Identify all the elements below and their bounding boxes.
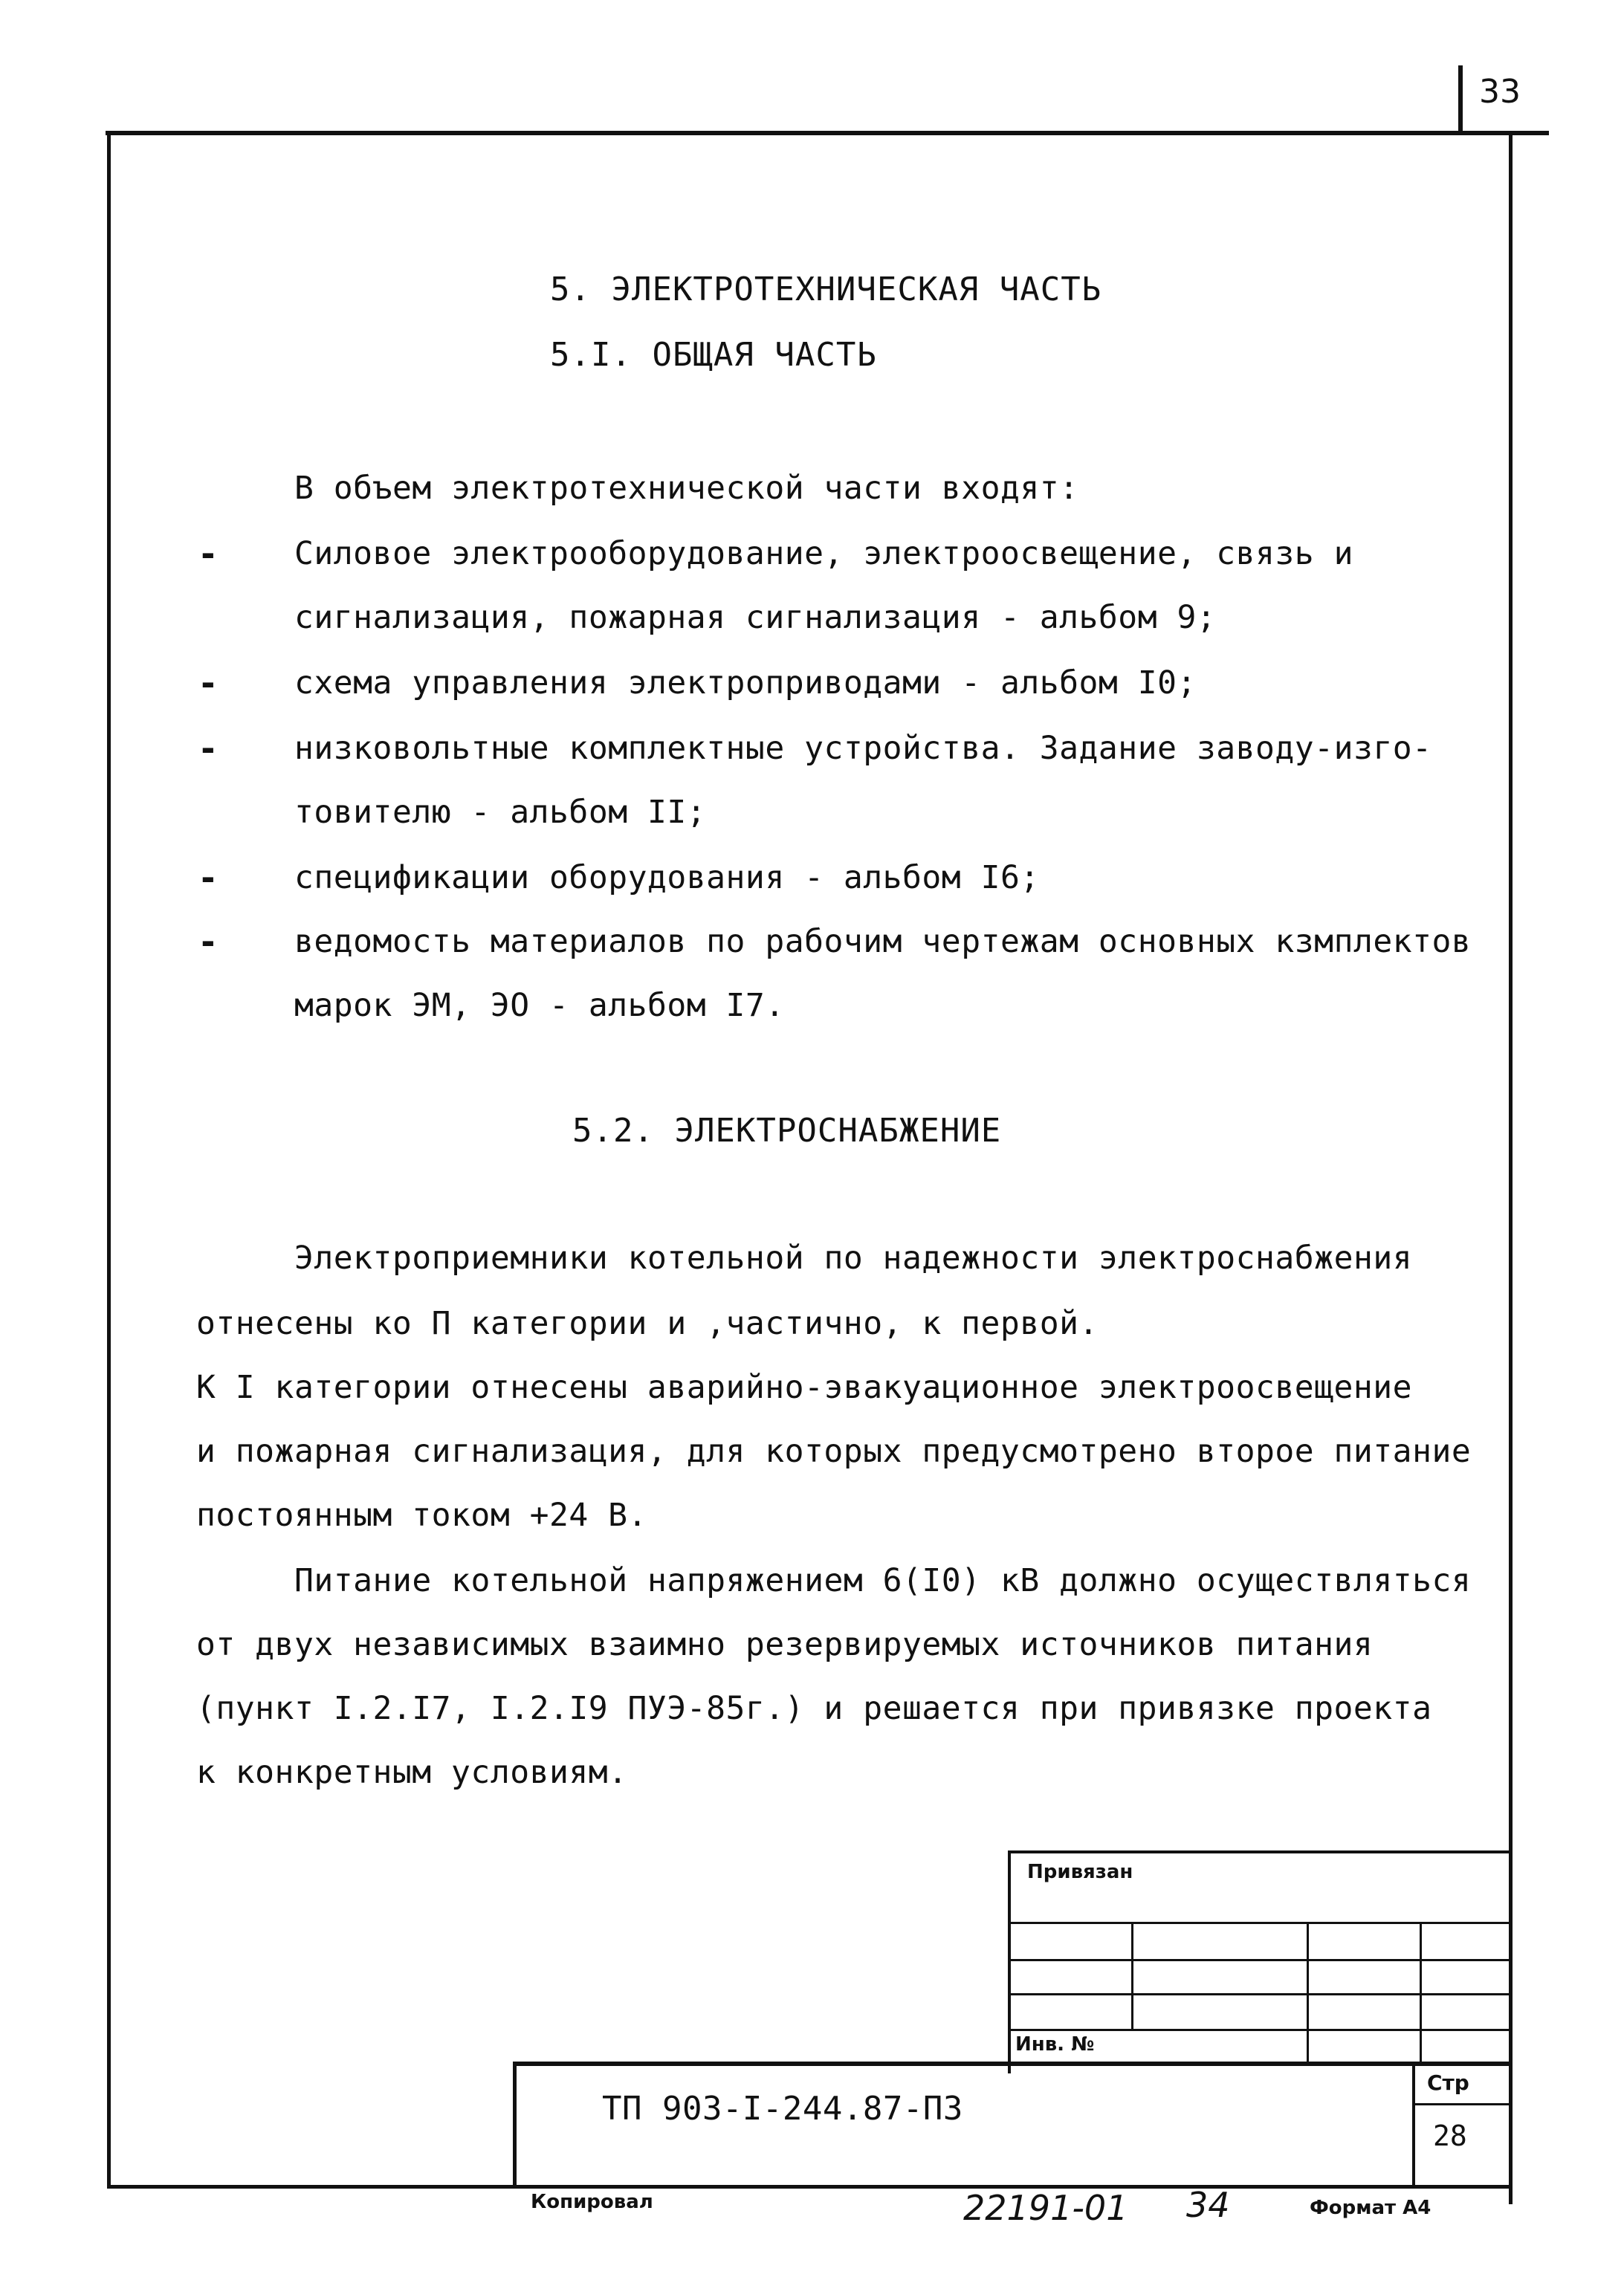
list-item-5-line-1: ведомость материалов по рабочим чертежам основных кзмплектов	[294, 923, 1472, 960]
stamp-grid-row-3	[1008, 1993, 1510, 1995]
list-bullet: -	[198, 858, 219, 898]
list-bullet: -	[198, 534, 219, 574]
order-number: 22191-01	[963, 2188, 1128, 2228]
list-item-5-line-2: марок ЭМ, ЭО - альбом I7.	[294, 987, 785, 1024]
stamp-grid-col-2	[1307, 1922, 1309, 2066]
doc-code: ТП 903-I-244.87-ПЗ	[602, 2090, 963, 2128]
list-item-1-line-2: сигнализация, пожарная сигнализация - альбом 9;	[294, 599, 1217, 636]
stamp-page-value: 28	[1433, 2120, 1467, 2152]
stamp-page-label: Стр	[1427, 2070, 1469, 2095]
copied-label: Копировал	[531, 2191, 653, 2213]
frame-right	[1509, 131, 1513, 2204]
stamp-grid-row-2	[1008, 1959, 1510, 1961]
supply-line-6: Питание котельной напряжением 6(I0) кВ должно осуществляться	[294, 1562, 1472, 1599]
list-item-3-line-2: товителю - альбом II;	[294, 794, 707, 831]
supply-line-5: постоянным током +24 В.	[196, 1497, 647, 1534]
page-number-divider	[1458, 65, 1463, 134]
stamp-main-left	[513, 2062, 517, 2188]
supply-line-4: и пожарная сигнализация, для которых предусмотрено второе питание	[196, 1433, 1472, 1470]
supply-line-7: от двух независимых взаимно резервируемых источников питания	[196, 1626, 1374, 1663]
supply-line-2: отнесены ко П категории и ,частично, к первой.	[196, 1305, 1099, 1342]
stamp-grid-row-1	[1008, 1922, 1510, 1924]
stamp-attached-label: Привязан	[1027, 1861, 1133, 1883]
stamp-page-cell-divider	[1412, 2103, 1512, 2105]
supply-line-1: Электроприемники котельной по надежности электроснабжения	[294, 1240, 1413, 1277]
list-item-3-line-1: низковольтные комплектные устройства. Задание заводу-изго-	[294, 730, 1432, 767]
list-bullet: -	[198, 728, 219, 768]
frame-left	[107, 131, 111, 2188]
intro-text: В объем электротехнической части входят:	[294, 470, 1079, 507]
list-bullet: -	[198, 922, 219, 962]
supply-line-3: К I категории отнесены аварийно-эвакуационное электроосвещение	[196, 1369, 1413, 1406]
stamp-inv-label: Инв. №	[1015, 2033, 1095, 2056]
list-item-2-line-1: схема управления электроприводами - альбом I0;	[294, 664, 1197, 702]
stamp-main-top	[513, 2062, 1513, 2066]
stamp-grid-row-4	[1008, 2029, 1510, 2031]
format-label: Формат А4	[1310, 2197, 1431, 2219]
stamp-grid-col-1	[1131, 1922, 1133, 2030]
stamp-attach-top	[1008, 1850, 1510, 1853]
heading-section-5-1: 5.I. ОБЩАЯ ЧАСТЬ	[550, 336, 877, 374]
supply-line-8: (пункт I.2.I7, I.2.I9 ПУЭ-85г.) и решается при привязке проекта	[196, 1690, 1432, 1727]
stamp-attach-left	[1008, 1850, 1011, 2073]
sheet-number: 34	[1186, 2185, 1230, 2225]
heading-section-5-2: 5.2. ЭЛЕКТРОСНАБЖЕНИЕ	[572, 1112, 1002, 1150]
frame-bottom	[107, 2185, 1513, 2189]
list-bullet: -	[198, 663, 219, 703]
heading-section-5: 5. ЭЛЕКТРОТЕХНИЧЕСКАЯ ЧАСТЬ	[550, 271, 1102, 308]
page-number: 33	[1479, 73, 1521, 111]
supply-line-9: к конкретным условиям.	[196, 1754, 628, 1791]
list-item-1-line-1: Силовое электрооборудование, электроосвещение, связь и	[294, 535, 1353, 572]
frame-top	[106, 131, 1549, 135]
stamp-page-cell-left	[1412, 2062, 1415, 2188]
stamp-grid-col-3	[1420, 1922, 1422, 2066]
list-item-4-line-1: спецификации оборудования - альбом I6;	[294, 859, 1040, 896]
